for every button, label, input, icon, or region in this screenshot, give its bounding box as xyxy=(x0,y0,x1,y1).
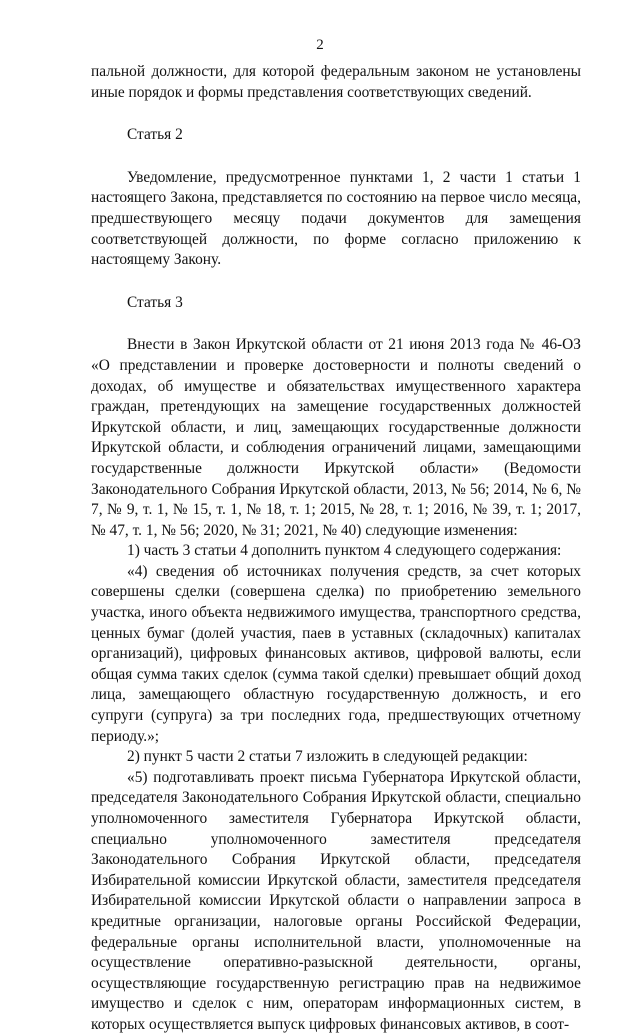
amendment-item-2: 2) пункт 5 части 2 статьи 7 изложить в следующей редакции: xyxy=(127,748,528,766)
article-2-heading: Статья 2 xyxy=(127,126,183,144)
article-2-text: Уведомление, предусмотренное пунктами 1, 2 части 1 статьи 1 настоящего Закона, представляется по состоянию на первое число месяца, предшествующего месяцу подачи документов для замещения соответствующей должности, по форме согласно приложению к настоящему Закону. xyxy=(91,168,581,269)
article-3-intro: Внести в Закон Иркутской области от 21 июня 2013 года № 46-ОЗ «О представлении и проверке достоверности и полноты сведений о доходах, об имуществе и обязательствах имущественного характера граждан, претендующих на замещение государственных должностей Иркутской области, и лиц, замещающих государственные должности Иркутской области, и соблюдения ограничений лицами, замещающими государственные должности Иркутской области» (Ведомости Законодательного Собрания Иркутской области, 2013, № 56; 2014, № 6, № 7, № 9, т. 1, № 15, т. 1, № 18, т. 1; 2015, № 28, т. 1; 2016, № 39, т. 1; 2017, № 47, т. 1, № 56; 2020, № 31; 2021, № 40) следующие изменения: xyxy=(91,336,581,539)
amendment-item-2-quote: «5) подготавливать проект письма Губернатора Иркутской области, председателя Законодательного Собрания Иркутской области, специально уполномоченного заместителя Губернатора Иркутской области, специально уполномоченного заместителя председателя Законодательного Собрания Иркутской области, председателя Избирательной комиссии Иркутской области, заместителя председателя Избирательной комиссии Иркутской области о направлении запроса в кредитные организации, налоговые органы Российской Федерации, федеральные органы исполнительной власти, уполномоченные на осуществление оперативно-разыскной деятельности, органы, осуществляющие государственную регистрацию прав на недвижимое имущество и сделок с ним, операторам информационных систем, в которых осуществляется выпуск цифровых финансовых активов, в соот- xyxy=(91,768,581,1033)
article-3-heading: Статья 3 xyxy=(127,293,183,311)
amendment-item-1-quote: «4) сведения об источниках получения средств, за счет которых совершены сделки (совершена сделка) по приобретению земельного участка, иного объекта недвижимого имущества, транспортного средства, ценных бумаг (долей участия, паев в уставных (складочных) капиталах организаций), цифровых финансовых активов, цифровой валюты, если общая сумма таких сделок (сумма такой сделки) превышает общий доход лица, замещающего областную государственную должность, и его супруги (супруга) за три последних года, предшествующих отчетному периоду.»; xyxy=(91,562,581,745)
page-number: 2 xyxy=(316,37,324,53)
continued-paragraph: пальной должности, для которой федеральным законом не установлены иные порядок и формы представления соответствующих сведений. xyxy=(91,63,581,101)
amendment-item-1: 1) часть 3 статьи 4 дополнить пунктом 4 следующего содержания: xyxy=(127,542,562,560)
document-body xyxy=(91,62,581,1036)
